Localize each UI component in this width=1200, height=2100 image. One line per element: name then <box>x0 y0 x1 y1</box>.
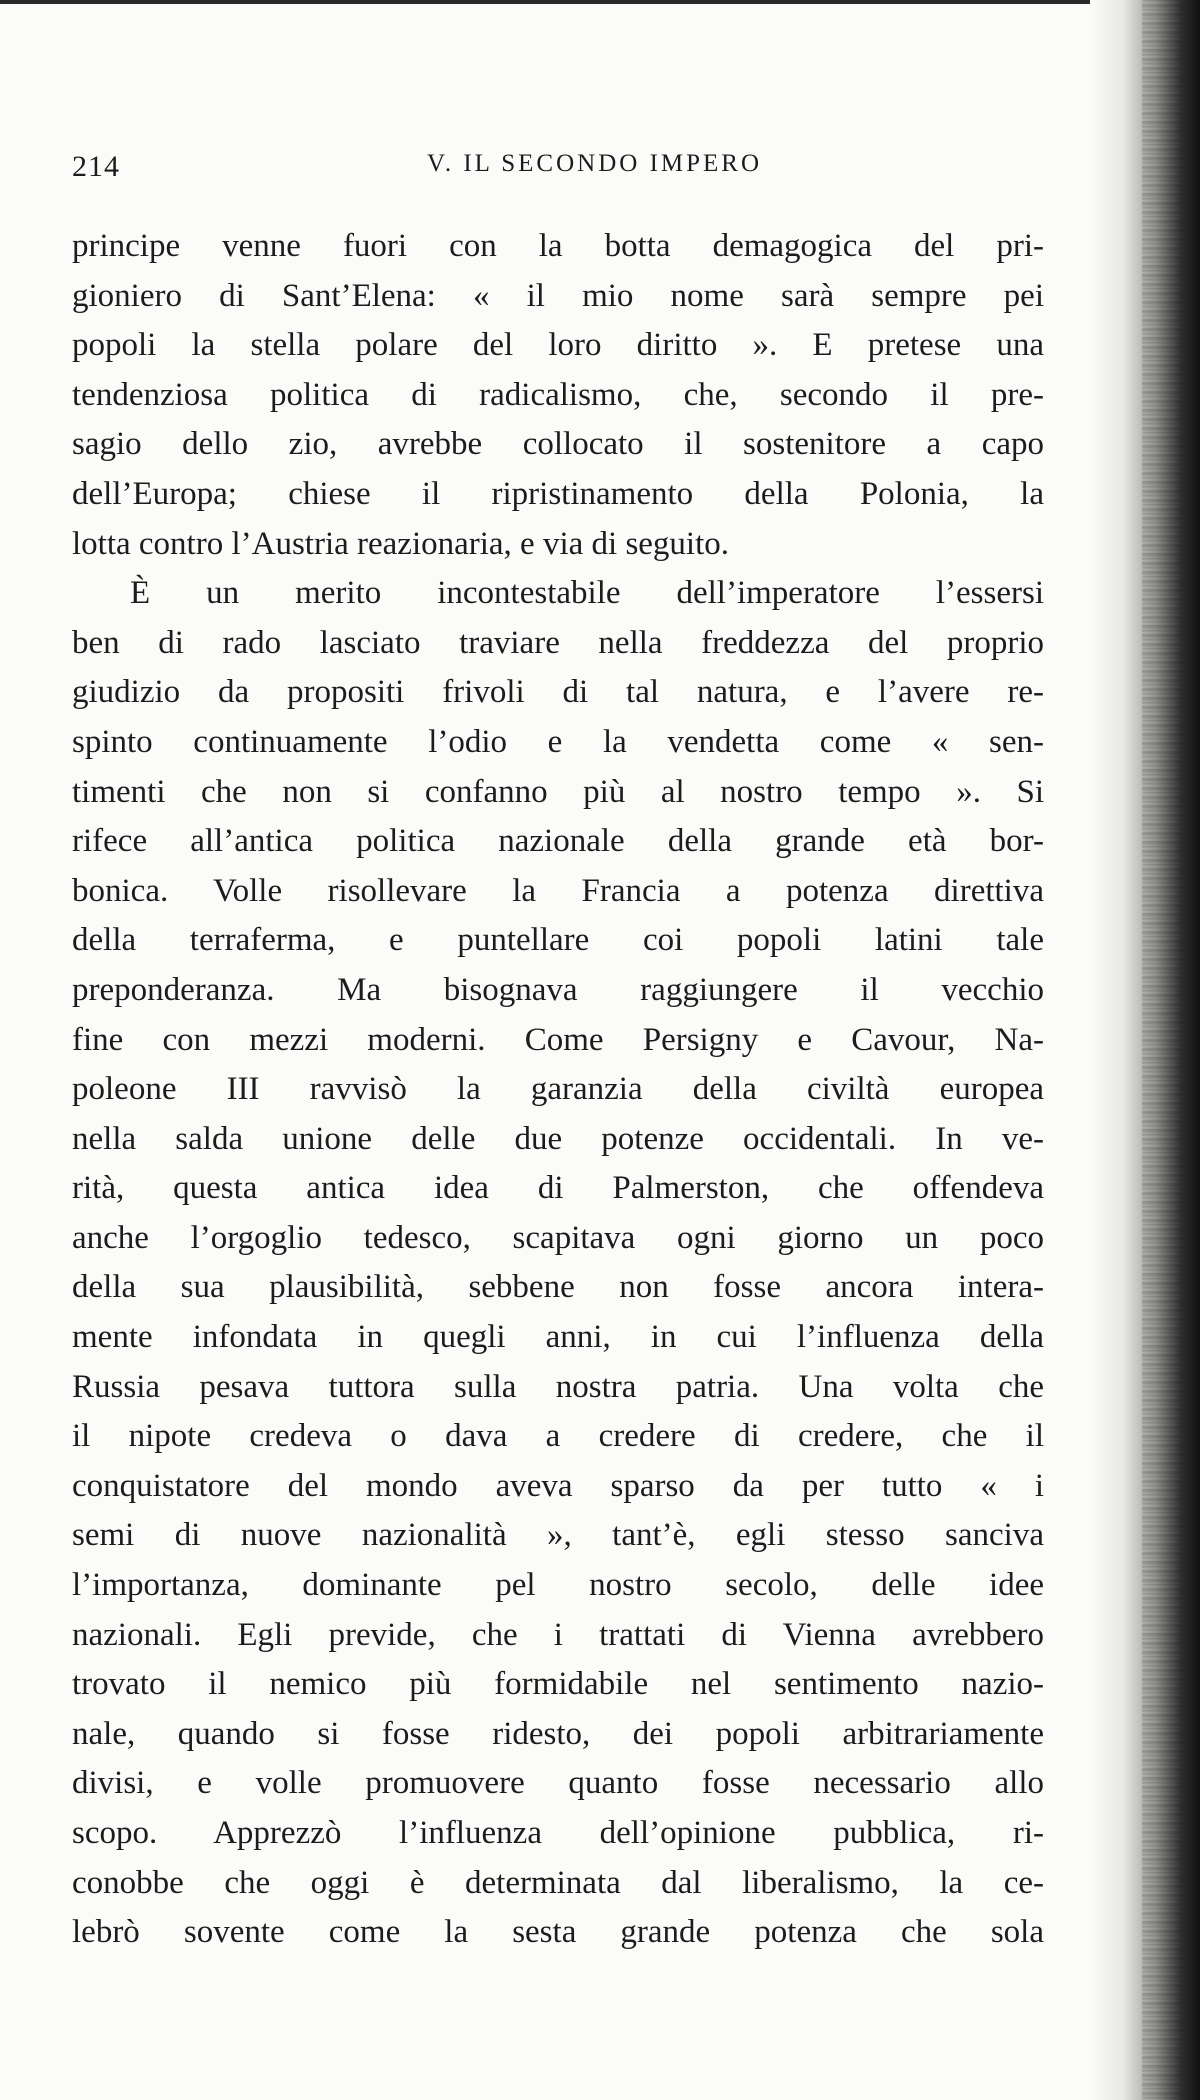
text-line: bonica. Volle risollevare la Francia a potenza direttiva <box>72 872 1044 909</box>
text-line: l’importanza, dominante pel nostro secolo, delle idee <box>72 1567 1044 1604</box>
paragraph-first-line: È un merito incontestabile dell’imperatore l’essersi <box>130 575 1044 612</box>
text-line: lebrò sovente come la sesta grande potenza che sola <box>72 1914 1044 1951</box>
text-line: mente infondata in quegli anni, in cui l’influenza della <box>72 1319 1044 1356</box>
gutter-texture <box>1142 0 1182 2100</box>
text-line: popoli la stella polare del loro diritto ». E pretese una <box>72 327 1044 364</box>
text-line: semi di nuove nazionalità », tant’è, egli stesso sanciva <box>72 1517 1044 1554</box>
text-line: lotta contro l’Austria reazionaria, e via di seguito. <box>72 525 730 562</box>
text-line: Russia pesava tuttora sulla nostra patria. Una volta che <box>72 1368 1044 1405</box>
text-line: della terraferma, e puntellare coi popoli latini tale <box>72 922 1044 959</box>
text-line: divisi, e volle promuovere quanto fosse necessario allo <box>72 1765 1044 1802</box>
text-line: conquistatore del mondo aveva sparso da per tutto « i <box>72 1467 1044 1504</box>
text-line: nazionali. Egli previde, che i trattati di Vienna avrebbero <box>72 1616 1044 1653</box>
text-line: trovato il nemico più formidabile nel sentimento nazio- <box>72 1666 1044 1703</box>
text-line: spinto continuamente l’odio e la vendetta come « sen- <box>72 723 1044 760</box>
text-line: timenti che non si confanno più al nostro tempo ». Si <box>72 773 1044 810</box>
text-line: rifece all’antica politica nazionale della grande età bor- <box>72 823 1044 860</box>
text-line: scopo. Apprezzò l’influenza dell’opinione pubblica, ri- <box>72 1815 1044 1851</box>
text-line: fine con mezzi moderni. Come Persigny e Cavour, Na- <box>72 1021 1044 1058</box>
text-line: giudizio da propositi frivoli di tal natura, e l’avere re- <box>72 674 1044 711</box>
text-line: dell’Europa; chiese il ripristinamento della Polonia, la <box>72 475 1044 512</box>
text-line: principe venne fuori con la botta demagogica del pri- <box>72 228 1044 264</box>
text-line: nale, quando si fosse ridesto, dei popoli arbitrariamente <box>72 1715 1044 1752</box>
text-line: sagio dello zio, avrebbe collocato il sostenitore a capo <box>72 426 1044 463</box>
text-line: ben di rado lasciato traviare nella freddezza del proprio <box>72 624 1044 661</box>
text-line: conobbe che oggi è determinata dal liberalismo, la ce- <box>72 1864 1044 1901</box>
page-number: 214 <box>72 150 120 183</box>
page-top-edge <box>0 0 1090 4</box>
text-line: anche l’orgoglio tedesco, scapitava ogni giorno un poco <box>72 1219 1044 1256</box>
running-head: V. IL SECONDO IMPERO <box>427 150 763 177</box>
text-line: della sua plausibilità, sebbene non fosse ancora intera- <box>72 1269 1044 1306</box>
text-line: il nipote credeva o dava a credere di credere, che il <box>72 1418 1044 1455</box>
text-line: preponderanza. Ma bisognava raggiungere il vecchio <box>72 971 1044 1008</box>
text-line: rità, questa antica idea di Palmerston, che offendeva <box>72 1170 1044 1207</box>
body-text <box>72 222 1044 1958</box>
text-line: gioniero di Sant’Elena: « il mio nome sarà sempre pei <box>72 277 1044 314</box>
text-line: nella salda unione delle due potenze occidentali. In ve- <box>72 1120 1044 1157</box>
page-header <box>72 150 1052 190</box>
text-line: tendenziosa politica di radicalismo, che, secondo il pre- <box>72 376 1044 413</box>
text-line: poleone III ravvisò la garanzia della civiltà europea <box>72 1071 1044 1108</box>
